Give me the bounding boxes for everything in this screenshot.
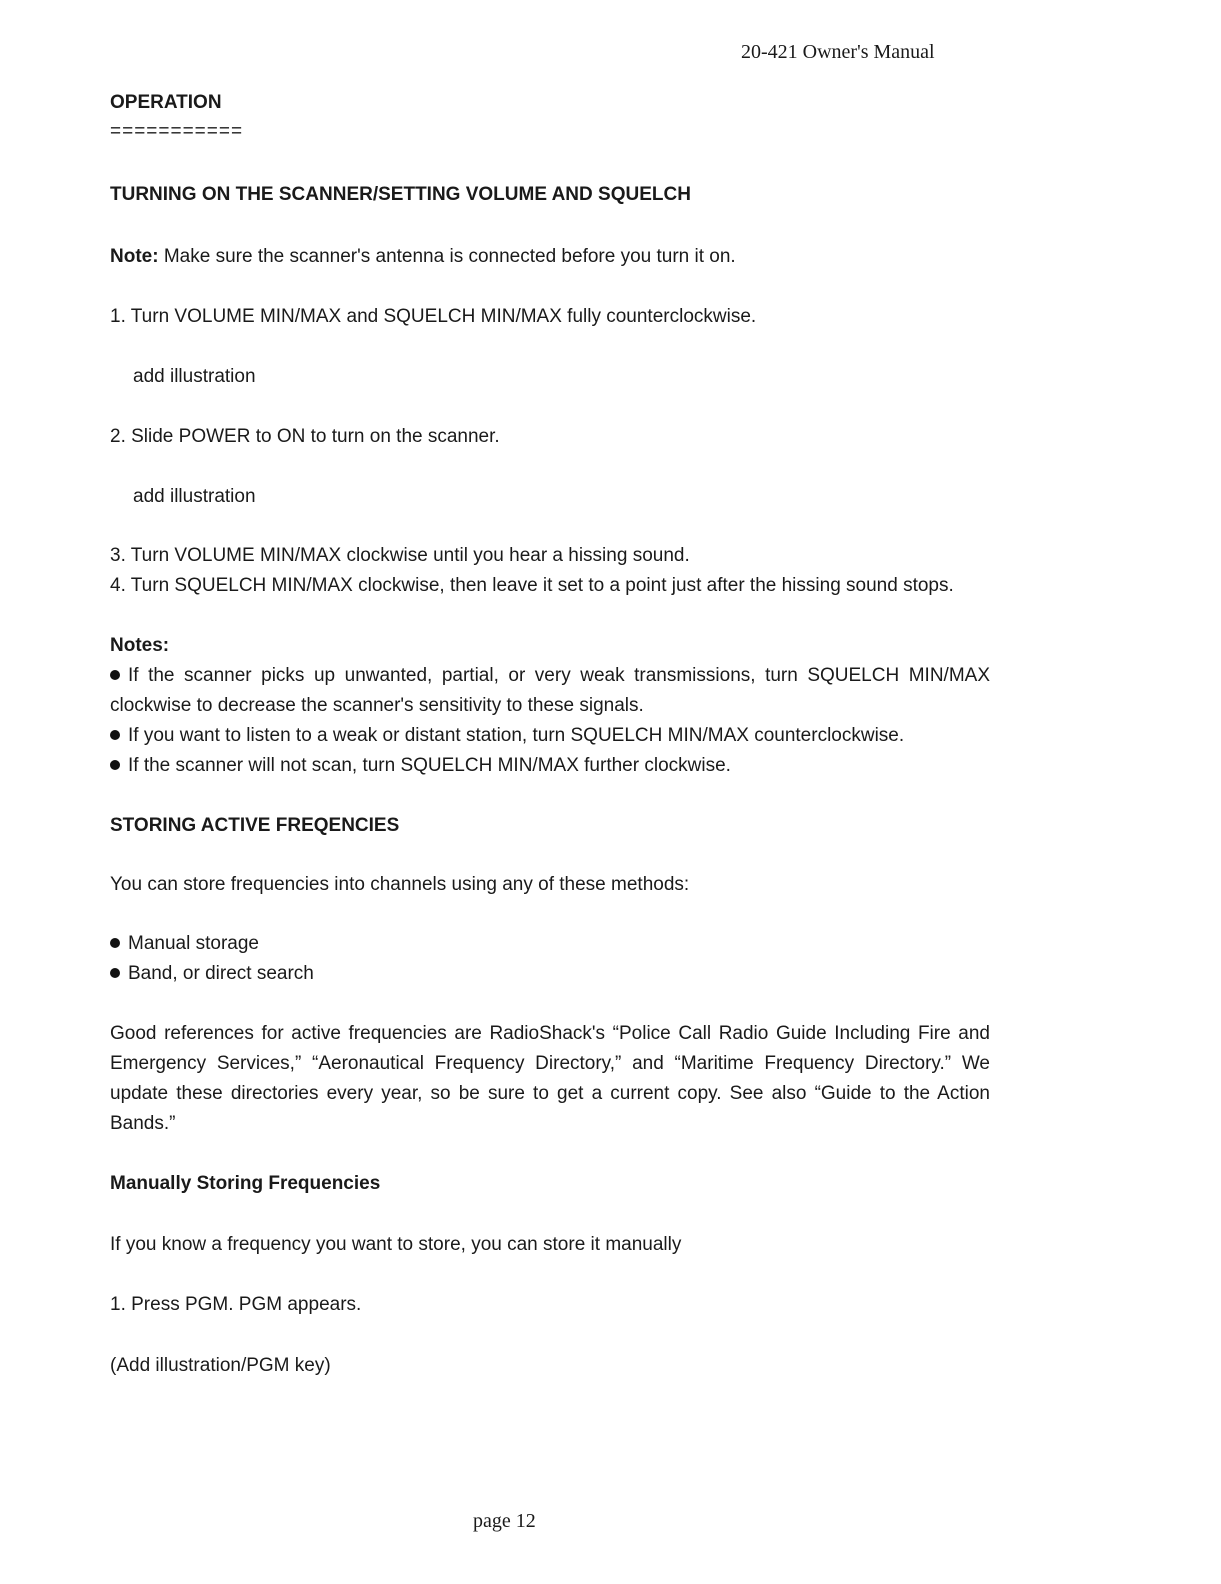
step-4: 4. Turn SQUELCH MIN/MAX clockwise, then leave it set to a point just after the hissing sound stops. <box>110 575 954 596</box>
note-text: Make sure the scanner's antenna is connected before you turn it on. <box>163 246 736 267</box>
note-line <box>110 246 736 268</box>
bullet-dot <box>110 968 120 978</box>
bullet-dot <box>110 760 120 770</box>
notes-list <box>110 661 990 781</box>
section-heading-manual-storing: Manually Storing Frequencies <box>110 1173 381 1194</box>
note-bullet-2: If you want to listen to a weak or distant station, turn SQUELCH MIN/MAX counterclockwise. <box>110 721 990 751</box>
bullet-dot <box>110 938 120 948</box>
notes-label: Notes: <box>110 635 170 656</box>
manual-step-1: 1. Press PGM. PGM appears. <box>110 1294 362 1315</box>
step-2: 2. Slide POWER to ON to turn on the scanner. <box>110 426 500 447</box>
note-bullet-1: If the scanner picks up unwanted, partial, or very weak transmissions, turn SQUELCH MIN/MAX clockwise to decrease the scanner's sensitivity to these signals. <box>110 665 990 716</box>
illustration-placeholder-1: add illustration <box>133 366 256 387</box>
step-3: 3. Turn VOLUME MIN/MAX clockwise until you hear a hissing sound. <box>110 545 690 566</box>
heading-underline: =========== <box>110 121 244 142</box>
method-item-2: Band, or direct search <box>110 963 314 985</box>
operation-heading: OPERATION <box>110 92 222 113</box>
section-heading-turning-on: TURNING ON THE SCANNER/SETTING VOLUME AND SQUELCH <box>110 184 691 205</box>
bullet-dot <box>110 670 120 680</box>
references-paragraph: Good references for active frequencies are RadioShack's “Police Call Radio Guide Including Fire and Emergency Services,” “Aeronautical Frequency Directory,” and “Maritime Frequency Directory.” We update these directories every year, so be sure to get a current copy. See also “Guide to the Action Bands.” <box>110 1023 990 1134</box>
manual-title: 20-421 Owner's Manual <box>741 41 935 63</box>
page-number: page 12 <box>473 1510 536 1532</box>
manual-storing-intro: If you know a frequency you want to store, you can store it manually <box>110 1234 682 1255</box>
note-label: Note: <box>110 246 159 267</box>
illustration-placeholder-pgm: (Add illustration/PGM key) <box>110 1355 331 1376</box>
illustration-placeholder-2: add illustration <box>133 486 256 507</box>
section-heading-storing: STORING ACTIVE FREQENCIES <box>110 815 400 836</box>
note-bullet-3: If the scanner will not scan, turn SQUELCH MIN/MAX further clockwise. <box>110 751 990 781</box>
bullet-dot <box>110 730 120 740</box>
storing-intro: You can store frequencies into channels using any of these methods: <box>110 874 690 895</box>
step-1: 1. Turn VOLUME MIN/MAX and SQUELCH MIN/MAX fully counterclockwise. <box>110 306 757 327</box>
method-item-1: Manual storage <box>110 933 259 955</box>
